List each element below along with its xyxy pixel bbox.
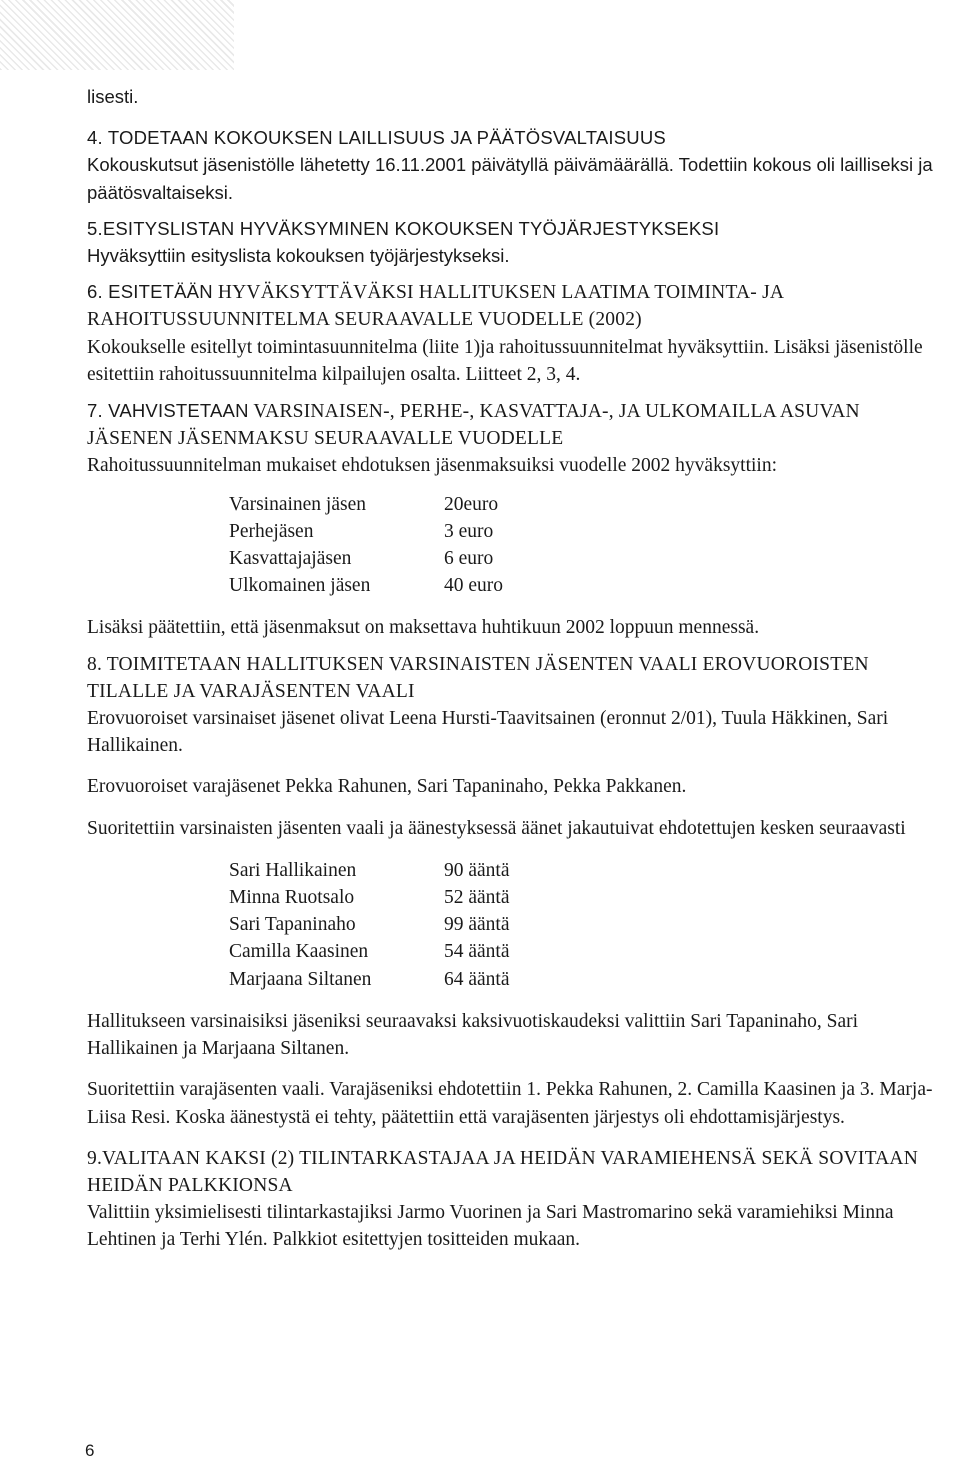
section-5 (87, 215, 947, 269)
section-7-closing: Lisäksi päätettiin, että jäsenmaksut on maksettava huhtikuun 2002 loppuun mennessä. (87, 617, 760, 639)
section-8-para-3: Suoritettiin varsinaisten jäsenten vaali ja äänestyksessä äänet jakautuivat ehdotettujen kesken seuraavasti (87, 817, 906, 839)
fee-category: Perhejäsen (229, 520, 314, 542)
section-4 (87, 124, 947, 206)
page-number: 6 (85, 1441, 95, 1460)
fee-amount: 20euro (444, 493, 499, 515)
table-row (229, 572, 503, 599)
section-7-intro: Rahoitussuunnitelman mukaiset ehdotuksen jäsenmaksuiksi vuodelle 2002 hyväksyttiin: (87, 455, 778, 477)
membership-fee-table (229, 491, 503, 600)
candidate-name: Sari Hallikainen (229, 859, 357, 881)
section-6-heading-number: 6. ESITETÄÄN (87, 281, 213, 303)
candidate-votes: 90 ääntä (444, 859, 510, 881)
section-6-heading-text: HYVÄKSYTTÄVÄKSI HALLITUKSEN LAATIMA TOIMINTA- JA RAHOITUSSUUNNITELMA SEURAAVALLE VUODELLE (2002) (87, 282, 784, 331)
section-9 (87, 1145, 947, 1254)
table-row (229, 938, 510, 965)
fee-amount: 6 euro (444, 548, 494, 570)
section-6-heading (87, 278, 947, 333)
section-6 (87, 278, 947, 388)
table-row (229, 884, 510, 911)
candidate-name: Camilla Kaasinen (229, 941, 369, 963)
table-row (229, 491, 503, 518)
table-row (229, 518, 503, 545)
section-7-heading-text: VARSINAISEN-, PERHE-, KASVATTAJA-, JA ULKOMAILLA ASUVAN JÄSENEN JÄSENMAKSU SEURAAVALLE VUODELLE (87, 401, 860, 450)
section-8-para-2: Erovuoroiset varajäsenet Pekka Rahunen, Sari Tapaninaho, Pekka Pakkanen. (87, 776, 687, 798)
candidate-name: Sari Tapaninaho (229, 914, 356, 936)
section-7-heading (87, 397, 947, 452)
section-9-body: Valittiin yksimielisesti tilintarkastajiksi Jarmo Vuorinen ja Sari Mastromarino sekä varamiehiksi Minna Lehtinen ja Terhi Ylén. Palkkiot esitettyjen tositteiden mukaan. (87, 1202, 894, 1251)
section-7 (87, 397, 947, 642)
table-row (229, 545, 503, 572)
fee-amount: 40 euro (444, 575, 504, 597)
fee-category: Varsinainen jäsen (229, 493, 366, 515)
candidate-votes: 52 ääntä (444, 887, 510, 909)
section-8-para-4: Hallitukseen varsinaisiksi jäseniksi seuraavaksi kaksivuotiskaudeksi valittiin Sari Tapaninaho, Sari Hallikainen ja Marjaana Siltanen. (87, 1010, 859, 1060)
candidate-votes: 64 ääntä (444, 968, 510, 990)
section-8 (87, 651, 947, 1131)
fee-amount: 3 euro (444, 520, 494, 542)
vote-results-table (229, 857, 510, 993)
candidate-name: Minna Ruotsalo (229, 887, 355, 909)
section-9-heading: 9.VALITAAN KAKSI (2) TILINTARKASTAJAA JA HEIDÄN VARAMIEHENSÄ SEKÄ SOVITAAN HEIDÄN PALKKIONSA (87, 1147, 918, 1196)
section-5-body: Hyväksyttiin esityslista kokouksen työjärjestykseksi. (87, 245, 510, 267)
table-row (229, 857, 510, 884)
intro-fragment: lisesti. (87, 86, 139, 107)
section-6-body: Kokoukselle esitellyt toimintasuunnitelma (liite 1)ja rahoitussuunnitelmat hyväksyttiin. Lisäksi jäsenistölle esitettiin rahoitussuunnitelma kilpailujen osalta. Liitteet 2, 3, 4. (87, 336, 923, 385)
section-7-heading-number: 7. VAHVISTETAAN (87, 400, 249, 422)
document-body (87, 83, 947, 1254)
table-row (229, 966, 510, 993)
candidate-votes: 99 ääntä (444, 914, 510, 936)
section-4-body: Kokouskutsut jäsenistölle lähetetty 16.11.2001 päivätyllä päivämäärällä. Todettiin kokous oli lailliseksi ja päätösvaltaiseksi. (87, 154, 933, 203)
section-8-para-5: Suoritettiin varajäsenten vaali. Varajäseniksi ehdotettiin 1. Pekka Rahunen, 2. Camilla Kaasinen ja 3. Marja-Liisa Resi. Koska äänestystä ei tehty, päätettiin että varajäsenten järjestys oli ehdottamisjärjestys. (87, 1079, 933, 1128)
table-row (229, 911, 510, 938)
decorative-hatch-pattern (0, 0, 234, 70)
section-8-para-1: Erovuoroiset varsinaiset jäsenet olivat Leena Hursti-Taavitsainen (eronnut 2/01), Tuula Häkkinen, Sari Hallikainen. (87, 708, 889, 757)
section-8-heading: 8. TOIMITETAAN HALLITUKSEN VARSINAISTEN JÄSENTEN VAALI EROVUOROISTEN TILALLE JA VARAJÄSENTEN VAALI (87, 653, 869, 702)
fee-category: Kasvattajajäsen (229, 548, 352, 570)
section-5-heading: 5.ESITYSLISTAN HYVÄKSYMINEN KOKOUKSEN TYÖJÄRJESTYKSEKSI (87, 217, 720, 239)
fee-category: Ulkomainen jäsen (229, 575, 371, 597)
section-4-heading: 4. TODETAAN KOKOUKSEN LAILLISUUS JA PÄÄTÖSVALTAISUUS (87, 127, 666, 149)
candidate-votes: 54 ääntä (444, 941, 510, 963)
candidate-name: Marjaana Siltanen (229, 968, 372, 990)
